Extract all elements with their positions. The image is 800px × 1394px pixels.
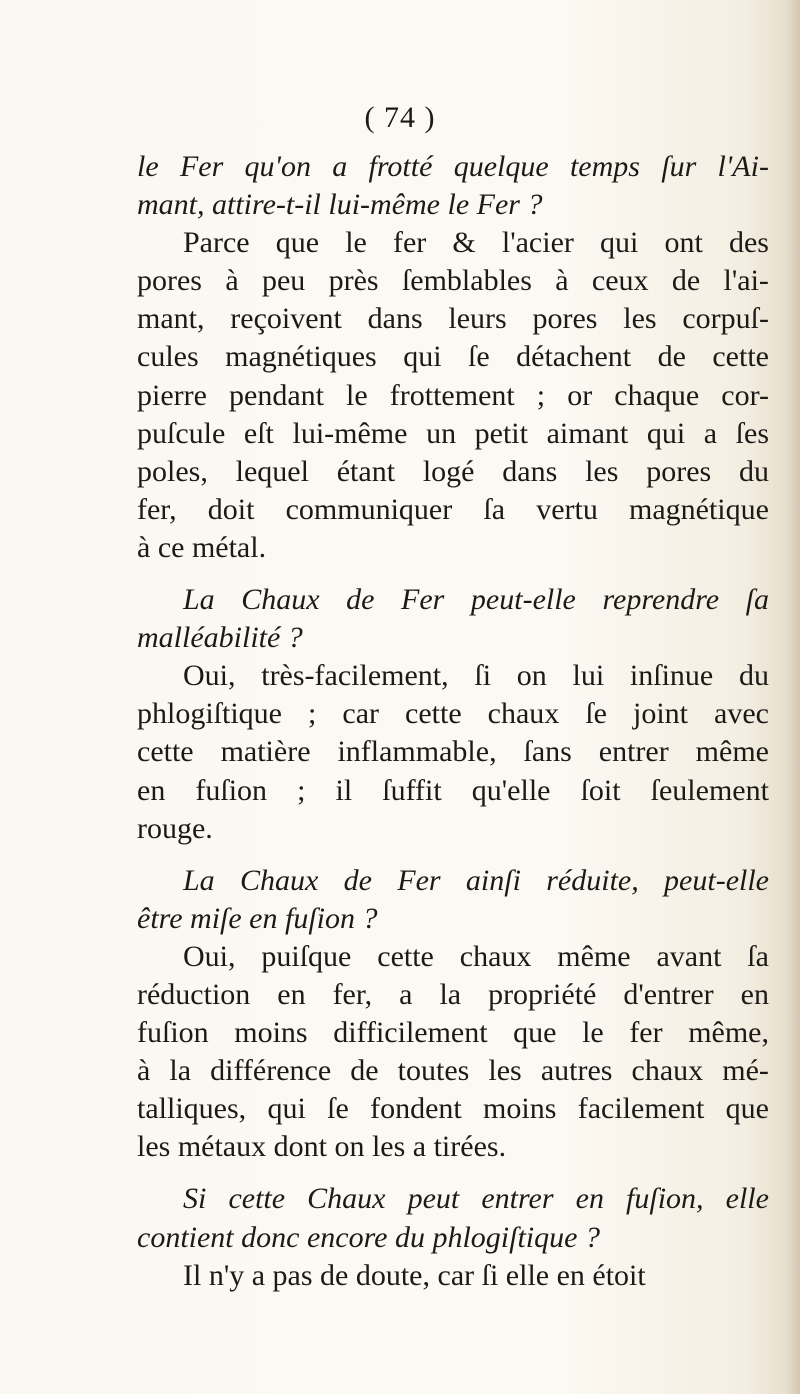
- text-line: à ce métal.: [137, 530, 267, 564]
- answer-paragraph: [137, 1257, 769, 1295]
- answer-paragraph: [137, 657, 769, 847]
- text-line: les métaux dont on les a tirées.: [137, 1130, 507, 1164]
- text-line: mant, reçoivent dans leurs pores les corpuſ-: [137, 302, 769, 336]
- text-line: poles, lequel étant logé dans les pores du: [137, 454, 769, 488]
- text-line: pierre pendant le frottement ; or chaque cor-: [137, 378, 769, 412]
- text-line: Oui, très-facilement, ſi on lui inſinue du: [183, 659, 769, 693]
- text-line: fuſion moins difficilement que le fer même,: [137, 1016, 769, 1050]
- text-line: cette matière inflammable, ſans entrer même: [137, 735, 769, 769]
- page-number: ( 74 ): [364, 101, 436, 134]
- text-line: à la différence de toutes les autres chaux mé-: [137, 1054, 769, 1088]
- text-line: puſcule eſt lui-même un petit aimant qui a ſes: [137, 416, 769, 450]
- text-line: Il n'y a pas de doute, car ſi elle en étoit: [183, 1258, 646, 1292]
- text-line: pores à peu près ſemblables à ceux de l'ai-: [137, 264, 769, 298]
- text-line: malléabilité ?: [137, 621, 303, 655]
- text-line: cules magnétiques qui ſe détachent de cette: [137, 340, 769, 374]
- question-paragraph: [137, 862, 769, 938]
- answer-paragraph: [137, 938, 769, 1167]
- text-line: La Chaux de Fer ainſi réduite, peut-elle: [183, 863, 769, 897]
- answer-paragraph: [137, 224, 769, 567]
- text-line: contient donc encore du phlogiſtique ?: [137, 1220, 600, 1254]
- text-line: La Chaux de Fer peut-elle reprendre ſa: [183, 583, 769, 617]
- text-line: en fuſion ; il ſuffit qu'elle ſoit ſeulement: [137, 773, 769, 807]
- page-edge-shadow: [786, 0, 800, 1394]
- page-text: [137, 148, 769, 1295]
- text-line: talliques, qui ſe fondent moins facilement que: [137, 1092, 769, 1126]
- paragraph-gap: [137, 848, 769, 862]
- question-paragraph: [137, 1180, 769, 1256]
- text-line: rouge.: [137, 811, 213, 845]
- text-line: le Fer qu'on a frotté quelque temps ſur l'Ai-: [137, 150, 769, 183]
- paragraph-gap: [137, 567, 769, 581]
- text-line: être miſe en fuſion ?: [137, 901, 378, 935]
- text-line: phlogiſtique ; car cette chaux ſe joint avec: [137, 697, 769, 731]
- paragraph-gap: [137, 1166, 769, 1180]
- text-line: Parce que le fer & l'acier qui ont des: [183, 226, 769, 260]
- question-paragraph: [137, 581, 769, 657]
- text-line: Oui, puiſque cette chaux même avant ſa: [183, 939, 769, 973]
- text-line: réduction en fer, a la propriété d'entrer en: [137, 977, 769, 1011]
- text-line: Si cette Chaux peut entrer en fuſion, elle: [183, 1182, 769, 1216]
- text-line: fer, doit communiquer ſa vertu magnétique: [137, 492, 769, 526]
- text-line: mant, attire-t-il lui-même le Fer ?: [137, 188, 543, 222]
- question-paragraph: [137, 148, 769, 224]
